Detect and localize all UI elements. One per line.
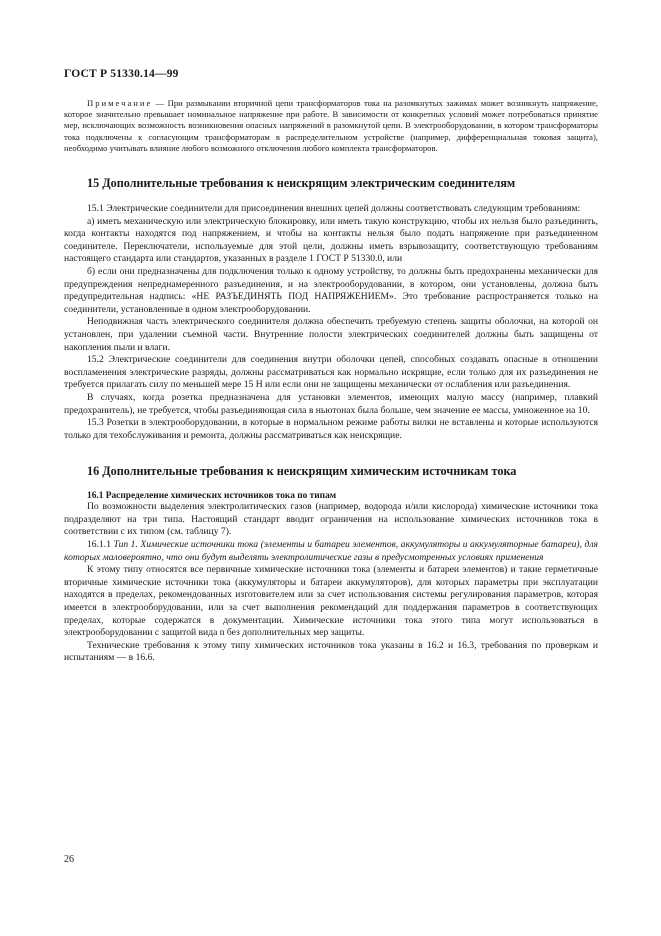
paragraph-16-1-1-number: 16.1.1 (87, 539, 114, 551)
paragraph-15-1: 15.1 Электрические соединители для присоединения внешних цепей должны соответствовать следующим требованиям: (87, 203, 581, 215)
paragraph-15-1-a: а) иметь механическую или электрическую блокировку, или иметь такую конструкцию, чтобы их нельзя было разъединить, когда контакты находятся под напряжением, и чтобы на контакты нельзя было подать напряжение при разъединенном соединителе. Переключатели, используемые для этой цели, должны иметь взрывозащиту, соответствующую требованиям настоящего стандарта или стандартов, указанных в разделе 1 ГОСТ Р 51330.0, или (64, 215, 598, 265)
paragraph-16-1: По возможности выделения электролитических газов (например, водорода и/или кислорода) химические источники тока подразделяют на три типа. Настоящий стандарт вводит ограничения на использование химических источников тока в соответствии с их типом (см. таблицу 7). (64, 501, 598, 538)
paragraph-16-1-1-body: К этому типу относятся все первичные химические источники тока (элементы и батареи элементов) и такие герметичные вторичные химические источники тока (аккумуляторы и батареи аккумуляторов), для которых параметры при эксплуатации находятся в пределах, рекомендованных изготовителем или за счет использования системы регулирования параметров, которая имеется в электрооборудовании, или за счет выполнения рекомендаций для поддержания параметров в соответствующих пределах, которые содержатся в документации. Химические источники тока этого типа могут использоваться в электрооборудовании с защитой вида n без дополнительных мер защиты. (64, 564, 598, 639)
paragraph-15-3: 15.3 Розетки в электрооборудовании, в которые в нормальном режиме работы вилки не вставлены и которые используются только для техобслуживания и ремонта, должны рассматриваться как неискрящие. (64, 417, 598, 441)
section-16-title: 16 Дополнительные требования к неискрящим химическим источникам тока (87, 464, 517, 479)
note-label: Примечание (87, 98, 153, 108)
page-content (64, 98, 598, 665)
subsection-16-1-title: 16.1 Распределение химических источников тока по типам (87, 491, 337, 502)
section-15-title: 15 Дополнительные требования к неискрящим электрическим соединителям (87, 176, 516, 191)
document-header: ГОСТ Р 51330.14—99 (64, 68, 179, 80)
paragraph-16-1-1-requirements: Технические требования к этому типу химических источников тока указаны в 16.2 и 16.3, требования по проверкам и испытаниям — в 16.6. (64, 639, 598, 664)
paragraph-16-1-1-title: Тип 1. Химические источники тока (элементы и батареи элементов, аккумуляторы и аккумуляторные батареи), для которых маловероятно, что они будут выделять электролитические газы в предусмотренных условиях применения (64, 539, 598, 563)
paragraph-15-1-b: б) если они предназначены для подключения только к одному устройству, то должны быть предохранены механически для предупреждения непреднамеренного разъединения, и на электрооборудовании, в котором, они установлены, должна быть предупредительная надпись: «НЕ РАЗЪЕДИНЯТЬ ПОД НАПРЯЖЕНИЕМ». Это требование распространяется только на соединители, установленные в одном электрооборудовании. (64, 265, 598, 315)
paragraph-16-1-1 (64, 539, 598, 564)
note-text: — При размыкании вторичной цепи трансформаторов тока на разомкнутых зажимах может возникнуть напряжение, которое значительно превышает номинальное напряжение при работе. В зависимости от конкретных условий может потребоваться принятие мер, исключающих возможность возникновения опасных напряжений в разомкнутой цепи. В электрооборудовании, в котором трансформаторы тока подключены к согласующим трансформаторам в распределительном устройстве (например, дифференциальная токовая защита), необходимо учитывать влияние любого возможного отключения любого комплекта трансформаторов. (64, 98, 598, 153)
paragraph-15-2-socket: В случаях, когда розетка предназначена для установки элементов, имеющих малую массу (например, плавкий предохранитель), не требуется, чтобы разъединяющая сила в ньютонах была больше, чем значение ее массы, умноженное на 10. (64, 391, 598, 416)
paragraph-15-1-fixed-part: Неподвижная часть электрического соединителя должна обеспечить требуемую степень защиты оболочки, на которой он установлен, при удалении съемной части. Внутренние полости электрических соединителей должны быть защищены от накопления пыли и влаги. (64, 316, 598, 353)
page-number: 26 (64, 854, 74, 865)
paragraph-15-2: 15.2 Электрические соединители для соединения внутри оболочки цепей, способных создавать опасные в отношении воспламенения электрические разряды, должны рассматриваться как нормально искрящие, если только для их разъединения не требуется прилагать силу по меньшей мере 15 Н или если они не защищены механически от ослабления или разъединения. (64, 354, 598, 391)
note-paragraph (64, 98, 598, 154)
